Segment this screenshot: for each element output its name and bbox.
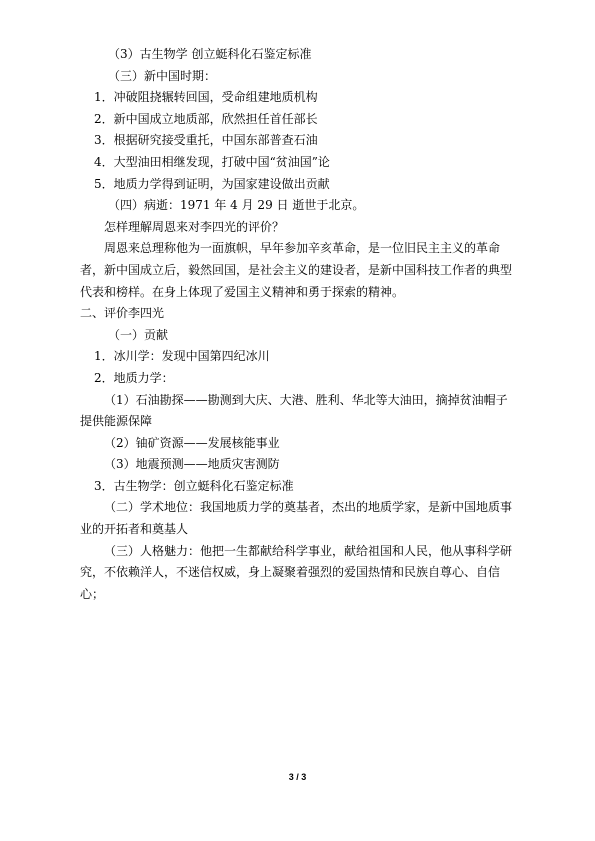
text-line-paleontology: （3）古生物学 创立蜓科化石鉴定标准 [108,47,312,61]
list-item-geomechanics: 5．地质力学得到证明，为国家建设做出贡献 [94,176,330,191]
paragraph-personality: （三）人格魅力：他把一生都献给科学事业，献给祖国和人民，他从事科学研究，不依赖洋人，不迷信权威，身上凝聚着强烈的爱国热情和民族自尊心、自信心； [80,543,513,601]
paragraph-zhou-evaluation: 周恩来总理称他为一面旗帜，早年参加辛亥革命，是一位旧民主主义的革命者，新中国成立后，毅然回国，是社会主义的建设者，是新中国科技工作者的典型代表和榜样。在身上体现了爱国主义精神和勇于探索的精神。 [80,241,513,299]
section-title-evaluation: 二、评价李四光 [80,306,165,321]
list-item-paleontology: 3．古生物学：创立蜓科化石鉴定标准 [94,478,294,493]
heading-new-china-period: （三）新中国时期： [108,68,217,83]
list-item-oil-survey: 3．根据研究接受重托，中国东部普查石油 [94,133,318,148]
list-item-glaciology: 1．冰川学：发现中国第四纪冰川 [94,349,270,364]
heading-death: （四）病逝：1971 年 4 月 29 日 逝世于北京。 [108,198,365,213]
list-item-return: 1．冲破阻挠辗转回国，受命组建地质机构 [94,90,318,105]
list-item-earthquake: （3）地震预测——地质灾害测防 [104,457,280,472]
heading-contributions: （一）贡献 [108,327,169,342]
document-body [80,44,517,605]
list-item-minister: 2．新中国成立地质部，欣然担任首任部长 [94,111,318,126]
paragraph-oil-exploration: （1）石油勘探——勘测到大庆、大港、胜利、华北等大油田，摘掉贫油帽子提供能源保障 [80,392,508,429]
list-item-oilfields: 4．大型油田相继发现，打破中国“贫油国”论 [94,154,330,169]
list-item-geomechanics-heading: 2．地质力学： [94,370,174,385]
paragraph-academic-status: （二）学术地位：我国地质力学的奠基者，杰出的地质学家，是新中国地质事业的开拓者和奠基人 [80,500,513,537]
list-item-uranium: （2）铀矿资源——发展核能事业 [104,435,280,450]
page-number: 3 / 3 [288,772,307,782]
question-line: 怎样理解周恩来对李四光的评价？ [104,219,285,234]
